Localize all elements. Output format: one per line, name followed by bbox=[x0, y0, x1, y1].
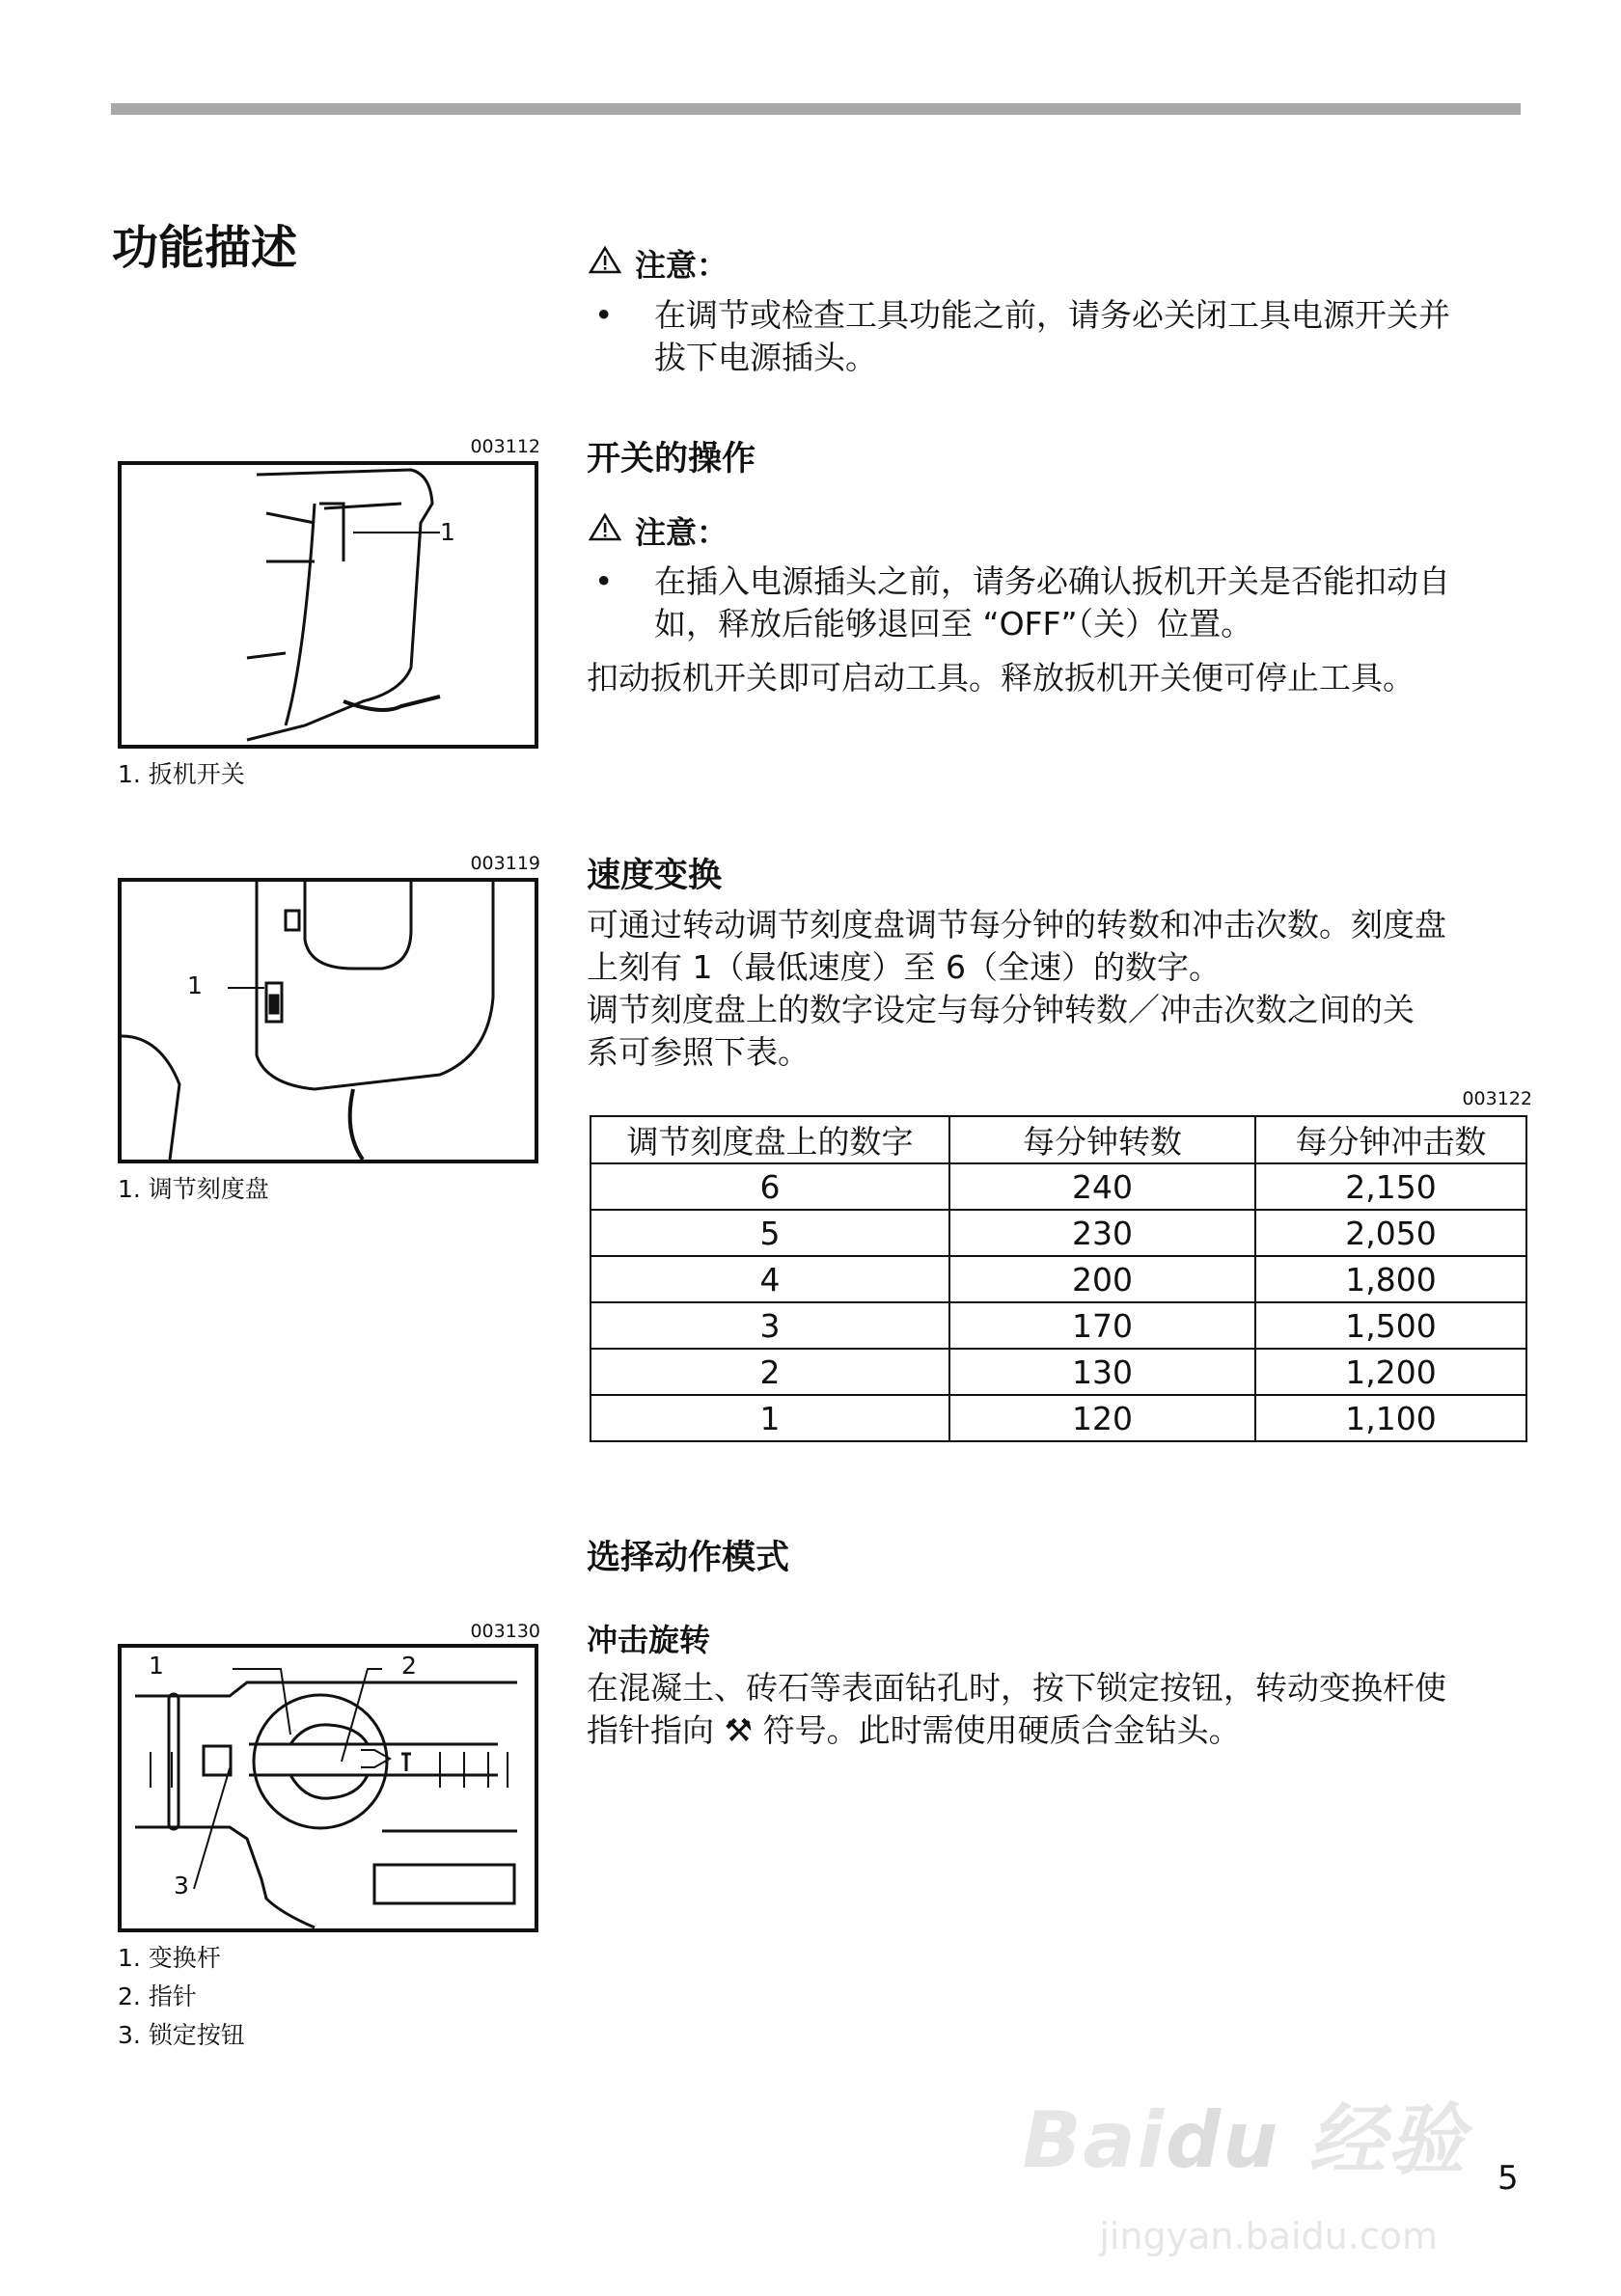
callout-label: 2 bbox=[401, 1652, 417, 1680]
callout-label: 1 bbox=[149, 1652, 164, 1680]
cell: 1,100 bbox=[1255, 1395, 1526, 1441]
trigger-switch-figure bbox=[118, 461, 538, 749]
column-header: 每分钟冲击数 bbox=[1255, 1116, 1526, 1163]
column-header: 每分钟转数 bbox=[949, 1116, 1255, 1163]
text-line: 可通过转动调节刻度盘调节每分钟的转数和冲击次数。刻度盘 bbox=[587, 906, 1446, 943]
callout-label: 1 bbox=[440, 518, 455, 546]
table-row bbox=[591, 1349, 1526, 1395]
cell: 4 bbox=[591, 1256, 949, 1302]
cell: 2 bbox=[591, 1349, 949, 1395]
cell: 1 bbox=[591, 1395, 949, 1441]
baidu-watermark-logo: Baidu 经验 bbox=[1022, 2095, 1467, 2185]
text-line: 指针指向 ⚒ 符号。此时需使用硬质合金钻头。 bbox=[587, 1711, 1241, 1749]
callout-label: 3 bbox=[174, 1872, 189, 1900]
text-line: 在混凝土、砖石等表面钻孔时，按下锁定按钮，转动变换杆使 bbox=[587, 1669, 1446, 1707]
intro-bullets: • 在调节或检查工具功能之前，请务必关闭工具电源开关并 拔下电源插头。 bbox=[587, 294, 1450, 379]
text-line: 系可参照下表。 bbox=[587, 1033, 810, 1071]
cell: 200 bbox=[949, 1256, 1255, 1302]
figure-captions bbox=[118, 1939, 245, 2055]
cell: 230 bbox=[949, 1210, 1255, 1256]
cell: 3 bbox=[591, 1302, 949, 1349]
figure-caption: 1. 变换杆 bbox=[118, 1944, 221, 1972]
caution-label: 注意： bbox=[635, 514, 728, 551]
warning-icon bbox=[589, 245, 621, 282]
cell: 170 bbox=[949, 1302, 1255, 1349]
speed-paragraph bbox=[587, 904, 1446, 1074]
figure-caption: 2. 指针 bbox=[118, 1982, 197, 2010]
cell: 1,800 bbox=[1255, 1256, 1526, 1302]
section-title: 功能描述 bbox=[112, 221, 298, 275]
text-line: 上刻有 1（最低速度）至 6（全速）的数字。 bbox=[587, 948, 1221, 986]
column-header: 调节刻度盘上的数字 bbox=[591, 1116, 949, 1163]
cell: 240 bbox=[949, 1163, 1255, 1210]
mode-lever-figure bbox=[118, 1644, 538, 1932]
section-heading: 开关的操作 bbox=[587, 440, 756, 478]
bullet-text: 如，释放后能够退回至 “OFF”（关）位置。 bbox=[654, 605, 1253, 642]
page-number: 5 bbox=[1497, 2159, 1519, 2198]
caution-note bbox=[589, 508, 728, 553]
caution-note bbox=[589, 241, 728, 286]
figure-caption: 1. 调节刻度盘 bbox=[118, 1175, 269, 1203]
body-text: 扣动扳机开关即可启动工具。释放扳机开关便可停止工具。 bbox=[587, 659, 1415, 697]
table-row bbox=[591, 1210, 1526, 1256]
speed-table bbox=[590, 1115, 1527, 1442]
subsection-heading: 冲击旋转 bbox=[587, 1622, 711, 1658]
callout-label: 1 bbox=[187, 971, 203, 999]
figure-caption: 3. 锁定按钮 bbox=[118, 2021, 245, 2049]
section-heading: 速度变换 bbox=[587, 857, 723, 895]
bullet-text: 在调节或检查工具功能之前，请务必关闭工具电源开关并 bbox=[654, 296, 1450, 334]
drill-handle-illustration bbox=[122, 465, 535, 745]
warning-icon bbox=[589, 512, 621, 549]
figure-code: 003130 bbox=[470, 1621, 540, 1642]
cell: 6 bbox=[591, 1163, 949, 1210]
watermark-url: jingyan.baidu.com bbox=[1099, 2215, 1438, 2257]
cell: 2,150 bbox=[1255, 1163, 1526, 1210]
section-heading: 选择动作模式 bbox=[587, 1539, 790, 1577]
figure-code: 003112 bbox=[470, 436, 540, 457]
figure-code: 003119 bbox=[470, 853, 540, 874]
cell: 1,200 bbox=[1255, 1349, 1526, 1395]
header-rule bbox=[111, 103, 1521, 115]
table-row bbox=[591, 1302, 1526, 1349]
table-row bbox=[591, 1163, 1526, 1210]
cell: 130 bbox=[949, 1349, 1255, 1395]
cell: 120 bbox=[949, 1395, 1255, 1441]
cell: 5 bbox=[591, 1210, 949, 1256]
switch-bullets: • 在插入电源插头之前，请务必确认扳机开关是否能扣动自 如，释放后能够退回至 “OFF”（关）位置。 bbox=[587, 560, 1450, 645]
bullet-text: 拔下电源插头。 bbox=[654, 339, 877, 376]
table-row bbox=[591, 1256, 1526, 1302]
table-code: 003122 bbox=[1462, 1088, 1532, 1109]
bullet-text: 在插入电源插头之前，请务必确认扳机开关是否能扣动自 bbox=[654, 562, 1450, 600]
text-line: 调节刻度盘上的数字设定与每分钟转数／冲击次数之间的关 bbox=[587, 991, 1415, 1028]
caution-label: 注意： bbox=[635, 247, 728, 284]
dial-figure bbox=[118, 878, 538, 1163]
dial-illustration bbox=[122, 882, 535, 1160]
cell: 1,500 bbox=[1255, 1302, 1526, 1349]
table-header-row bbox=[591, 1116, 1526, 1163]
cell: 2,050 bbox=[1255, 1210, 1526, 1256]
figure-caption: 1. 扳机开关 bbox=[118, 760, 245, 788]
table-row bbox=[591, 1395, 1526, 1441]
mode-paragraph bbox=[587, 1667, 1446, 1752]
